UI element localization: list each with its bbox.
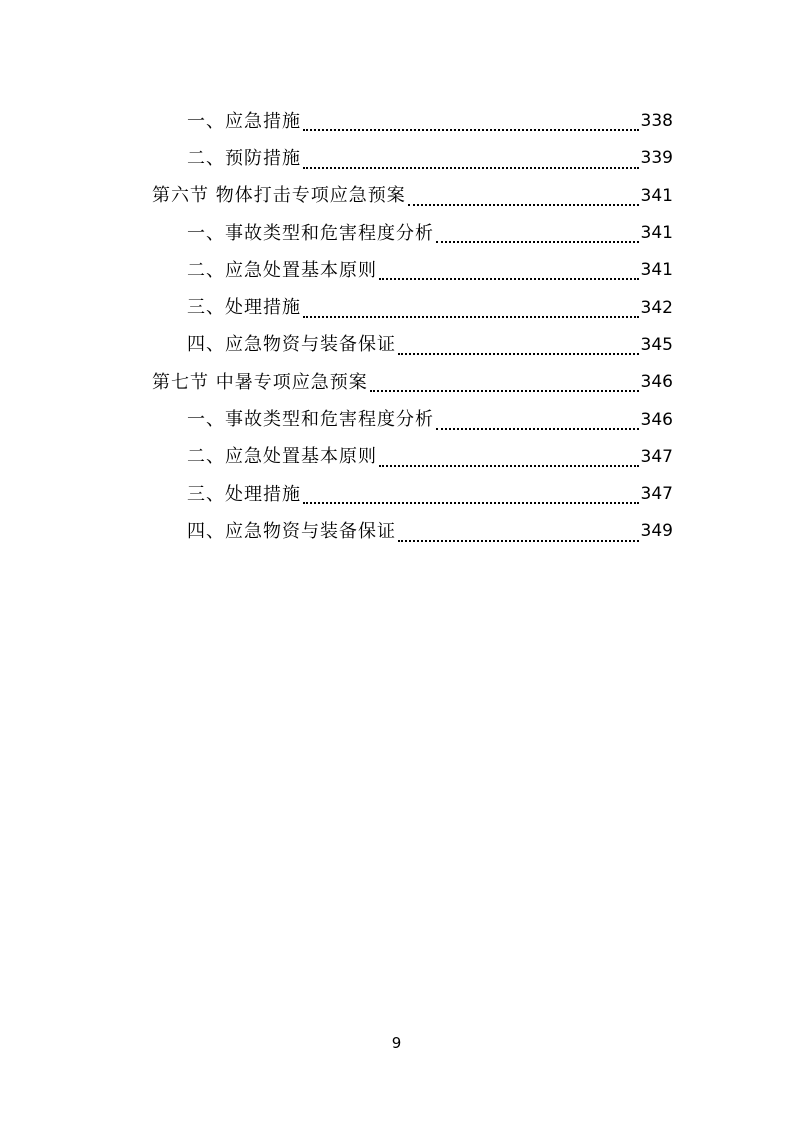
toc-entry-title: 一、事故类型和危害程度分析	[187, 409, 434, 431]
toc-dot-leader	[436, 241, 639, 243]
toc-entry-title: 二、预防措施	[187, 147, 301, 169]
toc-entry-page: 341	[640, 185, 673, 206]
toc-entry[interactable]	[0, 252, 793, 289]
table-of-contents	[0, 103, 793, 551]
toc-entry-title: 一、事故类型和危害程度分析	[187, 222, 434, 244]
toc-section-entry[interactable]	[0, 178, 793, 215]
toc-entry-page: 339	[640, 148, 673, 169]
toc-dot-leader	[379, 278, 639, 280]
toc-entry[interactable]	[0, 289, 793, 326]
toc-entry-page: 347	[640, 484, 673, 505]
toc-dot-leader	[303, 167, 639, 169]
toc-dot-leader	[436, 428, 639, 430]
toc-dot-leader	[303, 502, 639, 504]
toc-dot-leader	[303, 129, 639, 131]
toc-dot-leader	[303, 316, 639, 318]
toc-entry[interactable]	[0, 103, 793, 140]
toc-entry-page: 338	[640, 111, 673, 132]
toc-dot-leader	[408, 204, 639, 206]
toc-entry-page: 347	[640, 446, 673, 467]
toc-entry[interactable]	[0, 327, 793, 364]
toc-entry[interactable]	[0, 439, 793, 476]
toc-entry-title: 二、应急处置基本原则	[187, 259, 377, 281]
toc-entry-page: 342	[640, 297, 673, 318]
toc-dot-leader	[379, 465, 639, 467]
toc-entry-page: 346	[640, 409, 673, 430]
toc-dot-leader	[398, 353, 639, 355]
toc-section-entry[interactable]	[0, 364, 793, 401]
toc-entry-title: 三、处理措施	[187, 483, 301, 505]
toc-entry-page: 341	[640, 260, 673, 281]
toc-section-title: 第六节 物体打击专项应急预案	[152, 185, 406, 207]
toc-entry[interactable]	[0, 215, 793, 252]
toc-entry-page: 349	[640, 521, 673, 542]
toc-dot-leader	[370, 390, 639, 392]
toc-entry[interactable]	[0, 476, 793, 513]
toc-entry-title: 四、应急物资与装备保证	[187, 520, 396, 542]
toc-entry-title: 二、应急处置基本原则	[187, 446, 377, 468]
toc-entry-title: 一、应急措施	[187, 110, 301, 132]
toc-dot-leader	[398, 540, 639, 542]
toc-entry-page: 345	[640, 334, 673, 355]
toc-entry[interactable]	[0, 513, 793, 550]
toc-entry-page: 346	[640, 372, 673, 393]
page-number: 9	[391, 1034, 402, 1052]
toc-entry[interactable]	[0, 140, 793, 177]
toc-entry-title: 四、应急物资与装备保证	[187, 334, 396, 356]
toc-entry[interactable]	[0, 401, 793, 438]
toc-section-title: 第七节 中暑专项应急预案	[152, 371, 368, 393]
toc-entry-page: 341	[640, 223, 673, 244]
toc-entry-title: 三、处理措施	[187, 297, 301, 319]
